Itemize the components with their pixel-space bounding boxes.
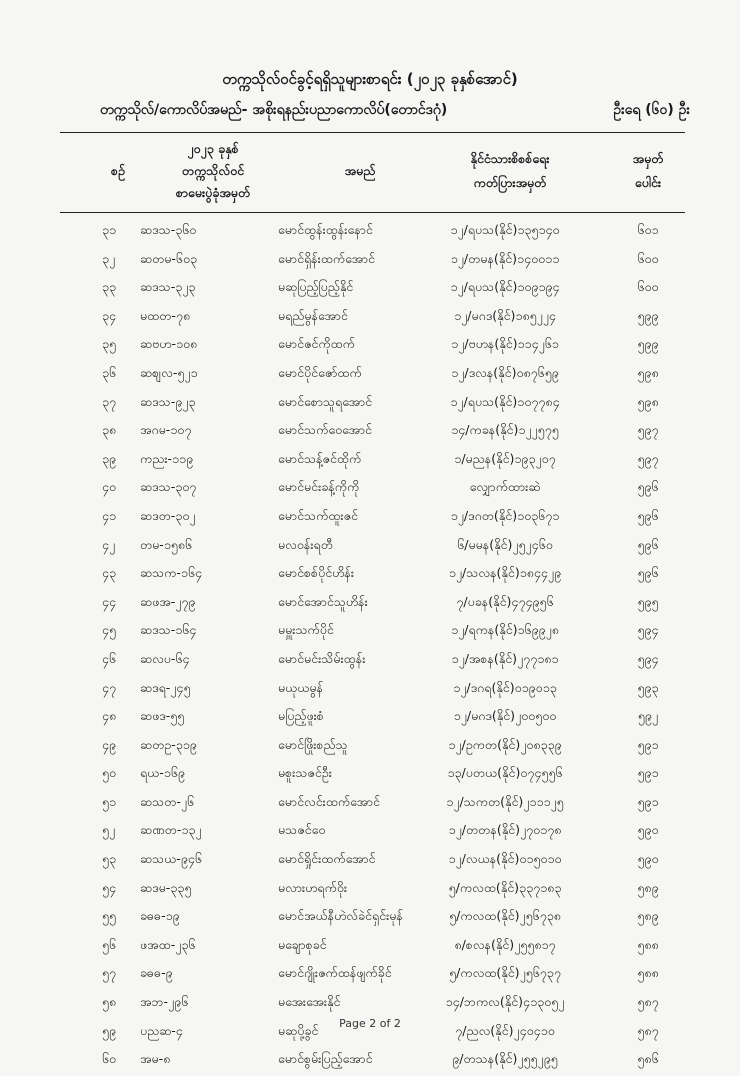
- col-header-no: စဉ်: [111, 163, 125, 178]
- row-exam-number: ဆဒတ-၃၀၂: [140, 507, 196, 523]
- table-row: [60, 218, 685, 247]
- row-nrc: ၁၄/ဘကလ(နိုင်)၄၁၃၀၅၂: [445, 994, 565, 1010]
- row-nrc: ၁၂/ရပသ(နိုင်)၁၀၇၇၈၄: [450, 393, 560, 409]
- row-name: မချောစုခင်: [278, 936, 327, 952]
- row-exam-number: ဆသယ-၉၄၆: [140, 851, 202, 867]
- col-header-mark-2: ပေါင်း: [634, 175, 662, 190]
- row-mark: ၅၉၃: [637, 679, 659, 695]
- row-no: ၃၅: [102, 336, 117, 352]
- table-row: [60, 790, 685, 819]
- col-header-exam-1: ၂၀၂၃ ခုနှစ်: [187, 141, 239, 156]
- table-row: [60, 1047, 685, 1076]
- row-name: မလဝန်းရတီ: [278, 536, 333, 552]
- row-name: မောင်အယ်နီဟဲလ်ခဲင်ရှင်းမုန်: [278, 908, 403, 924]
- row-mark: ၅၉၁: [637, 736, 659, 752]
- row-no: ၄၅: [102, 622, 117, 638]
- row-exam-number: တမ-၁၅၈၆: [140, 536, 193, 552]
- row-exam-number: အမ-၈: [140, 1051, 171, 1067]
- table-row: [60, 390, 685, 419]
- row-mark: ၅၉၀: [637, 822, 659, 838]
- col-header-exam-2: တက္ကသိုလ်ဝင်: [181, 163, 245, 178]
- row-name: မောင်ဖြိုးစည်သူ: [278, 736, 348, 752]
- row-mark: ၅၉၂: [637, 708, 659, 724]
- row-no: ၄၁: [102, 507, 117, 523]
- row-name: မအေးအေးနိုင်: [278, 994, 341, 1010]
- row-nrc: ၅/ကလထ(နိုင်)၃၃၇၁၈၃: [448, 879, 562, 895]
- row-no: ၃၇: [102, 393, 117, 409]
- row-mark: ၅၉၈: [637, 393, 659, 409]
- table-row: [60, 304, 685, 333]
- row-name: မောင်စောသူရအောင်: [278, 393, 373, 409]
- page-number: Page 2 of 2: [339, 1017, 401, 1030]
- row-name: မောင်ဂျိုးဇက်ထန်ဖျက်ခိုင်: [278, 965, 392, 981]
- row-exam-number: ဆဒသ-၉၂၃: [140, 393, 196, 409]
- row-mark: ၅၉၆: [637, 507, 659, 523]
- row-no: ၃၂: [102, 250, 116, 266]
- row-nrc: ၁၃/ပတယ(နိုင်)၀၇၄၅၅၆: [447, 765, 563, 781]
- row-nrc: ၅/ကလထ(နိုင်)၂၅၆၇၃၈: [449, 908, 561, 924]
- row-name: မောင်မင်းသိမ်းထွန်း: [278, 650, 366, 666]
- row-mark: ၅၉၇: [637, 450, 659, 466]
- row-exam-number: ဆဖအ-၂၇၉: [140, 593, 196, 609]
- row-mark: ၅၈၉: [637, 879, 659, 895]
- row-no: ၄၇: [102, 679, 117, 695]
- row-no: ၅၄: [102, 879, 117, 895]
- row-exam-number: ဆဒသ-၃၀၇: [140, 479, 197, 495]
- table-row: [60, 733, 685, 762]
- table-row: [60, 904, 685, 933]
- table-row: [60, 561, 685, 590]
- row-name: မောင်ရှိန်းထက်အောင်: [278, 250, 375, 266]
- row-nrc: ၁၂/ဗဟန(နိုင်)၁၁၄၂၆၁: [451, 336, 559, 352]
- table-row: [60, 418, 685, 447]
- row-exam-number: ခဓဓ-၉: [140, 965, 173, 981]
- row-nrc: ၁၂/ရပသ(နိုင်)၁၃၅၁၄၀: [450, 222, 560, 237]
- row-mark: ၅၈၇: [637, 994, 659, 1010]
- row-exam-number: ဆတဥ-၃၁၉: [140, 736, 197, 752]
- row-name: မောင်ရှိုင်းထက်အောင်: [278, 851, 376, 867]
- row-mark: ၅၉၆: [637, 536, 659, 552]
- col-header-nrc-1: နိုင်ငံသားစိစစ်ရေး: [470, 151, 550, 166]
- row-name: မောင်ပိုင်ဇော်ထက်: [278, 364, 362, 380]
- col-header-nrc-2: ကတ်ပြားအမှတ်: [473, 175, 547, 190]
- row-mark: ၅၈၇: [637, 1022, 659, 1038]
- table-row: [60, 676, 685, 705]
- row-name: မောင်သက်ဝေအောင်: [278, 422, 372, 438]
- table-row: [60, 504, 685, 533]
- row-no: ၅၃: [102, 851, 117, 867]
- row-exam-number: အဘ-၂၉၆: [140, 994, 189, 1010]
- row-mark: ၅၉၆: [637, 479, 659, 495]
- table-row: [60, 332, 685, 361]
- row-no: ၄၀: [102, 479, 117, 495]
- table-row: [60, 475, 685, 504]
- row-exam-number: ခဓဓ-၁၉: [140, 908, 180, 924]
- row-exam-number: ဆဒသ-၃၆၀: [140, 222, 197, 237]
- row-mark: ၅၉၄: [637, 650, 659, 666]
- table-row: [60, 275, 685, 304]
- row-nrc: ၁၄/ကခန(နိုင်)၁၂၂၅၇၅: [451, 422, 559, 438]
- row-no: ၄၈: [102, 708, 117, 724]
- row-no: ၄၆: [102, 650, 117, 666]
- table-body: [60, 218, 685, 1076]
- table-row: [60, 933, 685, 962]
- row-mark: ၅၈၈: [637, 936, 659, 952]
- row-no: ၅၅: [102, 908, 117, 924]
- table-row: [60, 618, 685, 647]
- table-row: [60, 447, 685, 476]
- table-row: [60, 533, 685, 562]
- row-mark: ၅၉၉: [637, 336, 659, 352]
- row-nrc: ၁၂/ရကန(နိုင်)၁၆၉၉၂၈: [451, 622, 559, 638]
- row-nrc: ၁၂/ဥကတ(နိုင်)၂၀၈၃၃၉: [448, 736, 562, 752]
- row-nrc: ၁/မညန(နိုင်)၁၉၃၂၀၇: [454, 450, 556, 466]
- row-exam-number: ဖအထ-၂၃၆: [140, 936, 196, 952]
- row-name: မလားဟရက်ဝိုး: [278, 879, 348, 895]
- row-mark: ၅၉၆: [637, 565, 659, 581]
- row-mark: ၆၀၁: [637, 222, 659, 237]
- row-name: မောင်အောင်သူဟိန်း: [278, 593, 368, 609]
- row-name: မောင်ဇင်ကိုထက်: [278, 336, 355, 352]
- row-mark: ၅၉၁: [637, 765, 659, 781]
- row-nrc: ၁၂/တတန(နိုင်)၂၇၀၁၇၈: [448, 822, 562, 838]
- row-mark: ၅၉၀: [637, 851, 659, 867]
- row-nrc: လျှောက်ထားဆဲ: [469, 479, 541, 495]
- row-exam-number: ကညး-၁၁၉: [140, 450, 194, 466]
- row-name: မဆုပို့ခွင်: [278, 1022, 319, 1038]
- row-exam-number: ဆဒသ-၁၆၄: [140, 622, 197, 638]
- row-name: မယုယမွန်: [278, 679, 324, 695]
- row-no: ၄၂: [102, 536, 116, 552]
- row-nrc: ၁၂/ရပသ(နိုင်)၁၀၉၁၉၄: [450, 279, 560, 295]
- row-nrc: ၇/ပခန(နိုင်)၄၇၄၉၅၆: [456, 593, 554, 609]
- row-nrc: ၁၂/မဂဒ(နိုင်)၂၀၀၅၀၀: [453, 708, 557, 724]
- row-name: မောင်လင်းထက်အောင်: [278, 793, 380, 809]
- row-exam-number: ဆစျလ-၅၂၁: [140, 364, 198, 380]
- col-header-name: အမည်: [344, 163, 376, 178]
- row-nrc: ၈/စလန(နိုင်)၂၅၅၈၁၇: [454, 936, 556, 952]
- row-no: ၄၃: [102, 565, 117, 581]
- table-row: [60, 876, 685, 905]
- row-exam-number: ဆဒရ-၂၄၅: [140, 679, 191, 695]
- row-no: ၅၆: [102, 936, 117, 952]
- row-no: ၃၄: [102, 307, 117, 323]
- row-no: ၃၈: [102, 422, 117, 438]
- row-nrc: ၁၂/ဒလန(နိုင်)၀၈၇၆၅၉: [451, 364, 559, 380]
- row-exam-number: အဂမ-၁၀၇: [140, 422, 192, 438]
- row-no: ၅၀: [102, 765, 117, 781]
- row-no: ၃၃: [102, 279, 117, 295]
- row-name: မရည်မွန်အောင်: [278, 307, 348, 323]
- table-row: [60, 590, 685, 619]
- row-no: ၆၀: [102, 1051, 117, 1067]
- row-nrc: ၉/တသန(နိုင်)၂၅၅၂၉၅: [452, 1051, 558, 1067]
- col-header-mark-1: အမှတ်: [632, 151, 664, 166]
- row-mark: ၅၉၇: [637, 422, 659, 438]
- row-exam-number: ရယ-၁၆၉: [140, 765, 185, 781]
- row-mark: ၅၉၁: [637, 793, 659, 809]
- row-mark: ၆၀၀: [637, 279, 659, 295]
- row-no: ၃၁: [102, 222, 117, 237]
- table-row: [60, 704, 685, 733]
- header-rule-top: [60, 132, 685, 133]
- table-row: [60, 990, 685, 1019]
- row-nrc: ၁၂/သကတ(နိုင်)၂၁၁၁၂၅: [446, 793, 564, 809]
- row-exam-number: ဆဗဟ-၁၀၈: [140, 336, 198, 352]
- row-mark: ၅၈၆: [637, 1051, 659, 1067]
- col-header-exam-3: စာမေးပွဲခုံအမှတ်: [175, 185, 251, 200]
- row-exam-number: မထတ-၇၈: [140, 307, 191, 323]
- row-exam-number: ဆသက-၁၆၄: [140, 565, 203, 581]
- page-title: တက္ကသိုလ်ဝင်ခွင့်ရရှိသူများစာရင်း (၂၀၂၃ ခုနှစ်အောင်): [222, 70, 518, 88]
- table-row: [60, 761, 685, 790]
- table-row: [60, 818, 685, 847]
- table-header: [60, 138, 685, 206]
- row-exam-number: ဆဒသ-၃၂၃: [140, 279, 196, 295]
- row-name: မစူးသဇင်ဦး: [278, 765, 332, 781]
- row-name: မောင်မင်းခန့်ကိုကို: [278, 479, 360, 495]
- row-no: ၅၂: [102, 822, 116, 838]
- row-nrc: ၁၂/သလန(နိုင်)၁၈၄၄၂၉: [448, 565, 562, 581]
- row-no: ၄၄: [102, 593, 117, 609]
- row-mark: ၅၈၈: [637, 965, 659, 981]
- institution-name: တက္ကသိုလ်/ကောလိပ်အမည်- အစိုးရနည်းပညာကောလိပ်(တောင်ဒဂုံ): [100, 102, 448, 118]
- row-no: ၅၈: [102, 994, 117, 1010]
- row-no: ၄၉: [102, 736, 117, 752]
- table-row: [60, 647, 685, 676]
- row-no: ၃၆: [102, 364, 117, 380]
- table-row: [60, 847, 685, 876]
- row-nrc: ၁၂/ဒဂရ(နိုင်)၀၁၉၀၁၃: [453, 679, 557, 695]
- row-name: မမှူးသက်ပိုင်: [278, 622, 334, 638]
- subtitle-row: [60, 100, 690, 124]
- row-exam-number: ဆဏတ-၁၃၂: [140, 822, 202, 838]
- table-row: [60, 961, 685, 990]
- row-mark: ၅၉၄: [637, 622, 659, 638]
- scan-artifact: [270, 0, 470, 14]
- row-nrc: ၁၂/အစန(နိုင်)၂၇၇၁၈၁: [451, 650, 559, 666]
- headcount: ဦးရေ (၆၀) ဦး: [613, 102, 690, 118]
- row-nrc: ၁၂/မဂဒ(နိုင်)၁၈၅၂၂၄: [454, 307, 556, 323]
- row-exam-number: ဆသတ-၂၆: [140, 793, 195, 809]
- row-nrc: ၆/မမန(နိုင်)၂၅၂၄၆၀: [457, 536, 553, 552]
- row-no: ၅၁: [102, 793, 117, 809]
- table-row: [60, 247, 685, 276]
- row-name: မောင်စစ်ပိုင်ဟိန်း: [278, 565, 355, 581]
- row-nrc: ၇/ညလ(နိုင်)၂၄၀၄၁၀: [455, 1022, 555, 1038]
- row-name: မသဇင်ဝေ: [278, 822, 326, 838]
- row-name: မောင်သက်ထူးဇင်: [278, 507, 358, 523]
- header-rule-bottom: [60, 212, 685, 213]
- row-no: ၅၇: [102, 965, 117, 981]
- row-exam-number: ဆဒမ-၃၃၅: [140, 879, 192, 895]
- row-exam-number: ပညဆ-၄: [140, 1022, 183, 1038]
- row-name: မောင်သန့်ဇင်ထိုက်: [278, 450, 362, 466]
- row-nrc: ၁၂/တမန(နိုင်)၁၄၀၀၁၁: [450, 250, 560, 266]
- row-exam-number: ဆဖဒ-၅၅: [140, 708, 185, 724]
- row-mark: ၅၉၈: [637, 364, 659, 380]
- row-mark: ၅၉၅: [637, 593, 659, 609]
- row-exam-number: ဆတမ-၆၀၃: [140, 250, 198, 266]
- row-exam-number: ဆလပ-၆၄: [140, 650, 190, 666]
- row-no: ၃၉: [102, 450, 117, 466]
- row-nrc: ၁၂/ဒဂတ(နိုင်)၁၀၃၆၇၁: [450, 507, 560, 523]
- row-mark: ၅၉၉: [637, 307, 659, 323]
- row-name: မဆုပြည့်ပြည့်နိုင်: [278, 279, 354, 295]
- row-mark: ၅၈၉: [637, 908, 659, 924]
- row-name: မောင်ထွန်းထွန်းနောင်: [278, 222, 373, 237]
- table-row: [60, 361, 685, 390]
- row-no: ၅၉: [102, 1022, 117, 1038]
- row-name: မောင်စွမ်းပြည့်အောင်: [278, 1051, 373, 1067]
- row-name: မပြည့်ဖူးစံ: [278, 708, 324, 724]
- row-nrc: ၅/ကလထ(နိုင်)၂၅၆၇၃၇: [449, 965, 561, 981]
- row-mark: ၆၀၀: [637, 250, 659, 266]
- row-nrc: ၁၂/လယန(နိုင်)၀၁၅၀၁၀: [448, 851, 562, 867]
